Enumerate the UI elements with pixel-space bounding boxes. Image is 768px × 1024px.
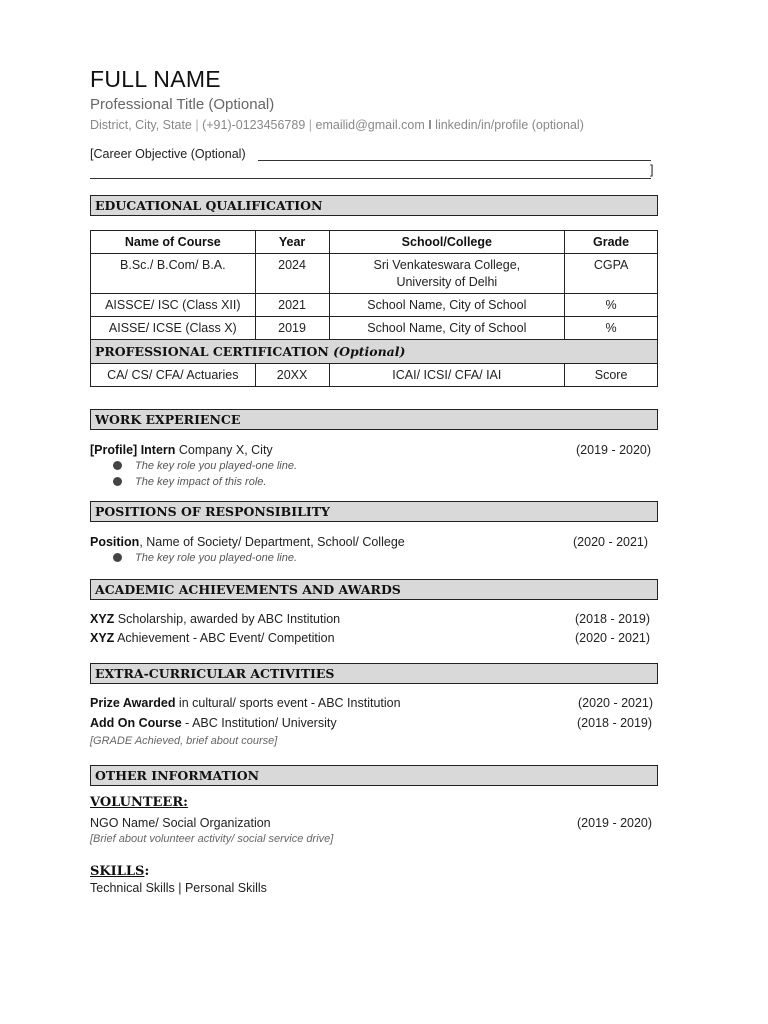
section-other-title: OTHER INFORMATION [95,768,260,783]
objective-closing-bracket: ] [650,163,654,177]
section-other [90,765,658,786]
volunteer-org: NGO Name/ Social Organization [90,816,271,830]
extra-date: (2018 - 2019) [577,716,653,730]
cert-heading-row [91,340,658,364]
extra-note: [GRADE Achieved, brief about course] [90,735,278,747]
academic-item-bold: XYZ [90,612,115,626]
skills-text: Technical Skills | Personal Skills [90,881,267,895]
cell-year: 2021 [255,294,329,317]
objective-line-2 [90,178,651,179]
table-row [91,364,658,387]
cell-course: AISSCE/ ISC (Class XII) [91,294,256,317]
cell-school: School Name, City of School [329,317,565,340]
bullet-dot-icon [113,477,122,486]
cell-grade: % [565,317,658,340]
section-academic [90,579,658,600]
work-bullet-text: The key role you played-one line. [135,460,298,472]
bullet-dot-icon [113,461,122,470]
education-table [90,230,658,387]
extra-item-bold: Prize Awarded [90,696,176,710]
table-row [91,294,658,317]
position-role: Position [90,535,140,549]
cell-course: AISSE/ ICSE (Class X) [91,317,256,340]
academic-item [90,631,335,645]
cell-school: Sri Venkateswara College, University of Delhi [329,254,565,294]
volunteer-label: VOLUNTEER: [90,795,188,810]
work-bullet-text: The key impact of this role. [135,476,267,488]
cell-year: 20XX [255,364,329,387]
work-bullet [113,460,297,472]
section-academic-title: ACADEMIC ACHIEVEMENTS AND AWARDS [95,582,401,597]
table-row [91,254,658,294]
contact-location: District, City, State [90,118,192,132]
table-header-row [91,231,658,254]
cell-grade: CGPA [565,254,658,294]
extra-item-text: in cultural/ sports event - ABC Institution [175,696,401,710]
position-bullet-text: The key role you played-one line. [135,552,298,564]
table-row [91,317,658,340]
work-date: (2019 - 2020) [576,443,652,457]
bullet-dot-icon [113,553,122,562]
contact-linkedin: linkedin/in/profile (optional) [435,118,584,132]
skills-label: SKILLS [90,864,145,879]
position-date: (2020 - 2021) [573,535,649,549]
extra-item [90,716,337,730]
volunteer-note: [Brief about volunteer activity/ social service drive] [90,833,334,845]
section-education-title: EDUCATIONAL QUALIFICATION [95,198,323,213]
skills-heading [90,864,149,879]
extra-date: (2020 - 2021) [578,696,654,710]
academic-date: (2020 - 2021) [575,631,651,645]
section-education [90,195,658,216]
cert-heading-text: PROFESSIONAL CERTIFICATION [95,344,329,359]
contact-phone: (+91)-0123456789 [202,118,306,132]
cell-course: CA/ CS/ CFA/ Actuaries [91,364,256,387]
cell-school: School Name, City of School [329,294,565,317]
cell-year: 2019 [255,317,329,340]
section-work-title: WORK EXPERIENCE [95,412,241,427]
extra-item-bold: Add On Course [90,716,182,730]
extra-item [90,696,401,710]
academic-item-bold: XYZ [90,631,115,645]
cell-grade: % [565,294,658,317]
contact-line: District, City, State | (+91)-0123456789 | emailid@gmail.com I linkedin/in/profile (optional) [90,118,584,132]
position-bullet [113,552,297,564]
volunteer-date: (2019 - 2020) [577,816,653,830]
contact-email: emailid@gmail.com [315,118,425,132]
academic-item [90,612,340,626]
cert-optional: (Optional) [333,344,406,359]
col-header-course: Name of Course [91,231,256,254]
section-extra [90,663,658,684]
section-work [90,409,658,430]
position-org: , Name of Society/ Department, School/ College [139,535,405,549]
section-positions [90,501,658,522]
extra-item-text: - ABC Institution/ University [181,716,337,730]
work-bullet [113,476,266,488]
cert-heading [91,340,658,364]
work-role: [Profile] Intern [90,443,176,457]
col-header-school: School/College [329,231,565,254]
academic-item-text: Achievement - ABC Event/ Competition [114,631,335,645]
cell-school: ICAI/ ICSI/ CFA/ IAI [329,364,565,387]
section-positions-title: POSITIONS OF RESPONSIBILITY [95,504,330,519]
cell-year: 2024 [255,254,329,294]
col-header-grade: Grade [565,231,658,254]
academic-item-text: Scholarship, awarded by ABC Institution [114,612,341,626]
work-entry [90,443,273,457]
position-entry [90,535,405,549]
work-company: Company X, City [175,443,273,457]
skills-colon: : [144,864,150,879]
academic-date: (2018 - 2019) [575,612,651,626]
career-objective-label: [Career Objective (Optional) [90,147,246,161]
cell-course: B.Sc./ B.Com/ B.A. [91,254,256,294]
col-header-year: Year [255,231,329,254]
full-name: FULL NAME [90,66,221,92]
section-extra-title: EXTRA-CURRICULAR ACTIVITIES [95,666,335,681]
cell-grade: Score [565,364,658,387]
objective-line-1 [258,160,651,161]
professional-title: Professional Title (Optional) [90,96,275,113]
